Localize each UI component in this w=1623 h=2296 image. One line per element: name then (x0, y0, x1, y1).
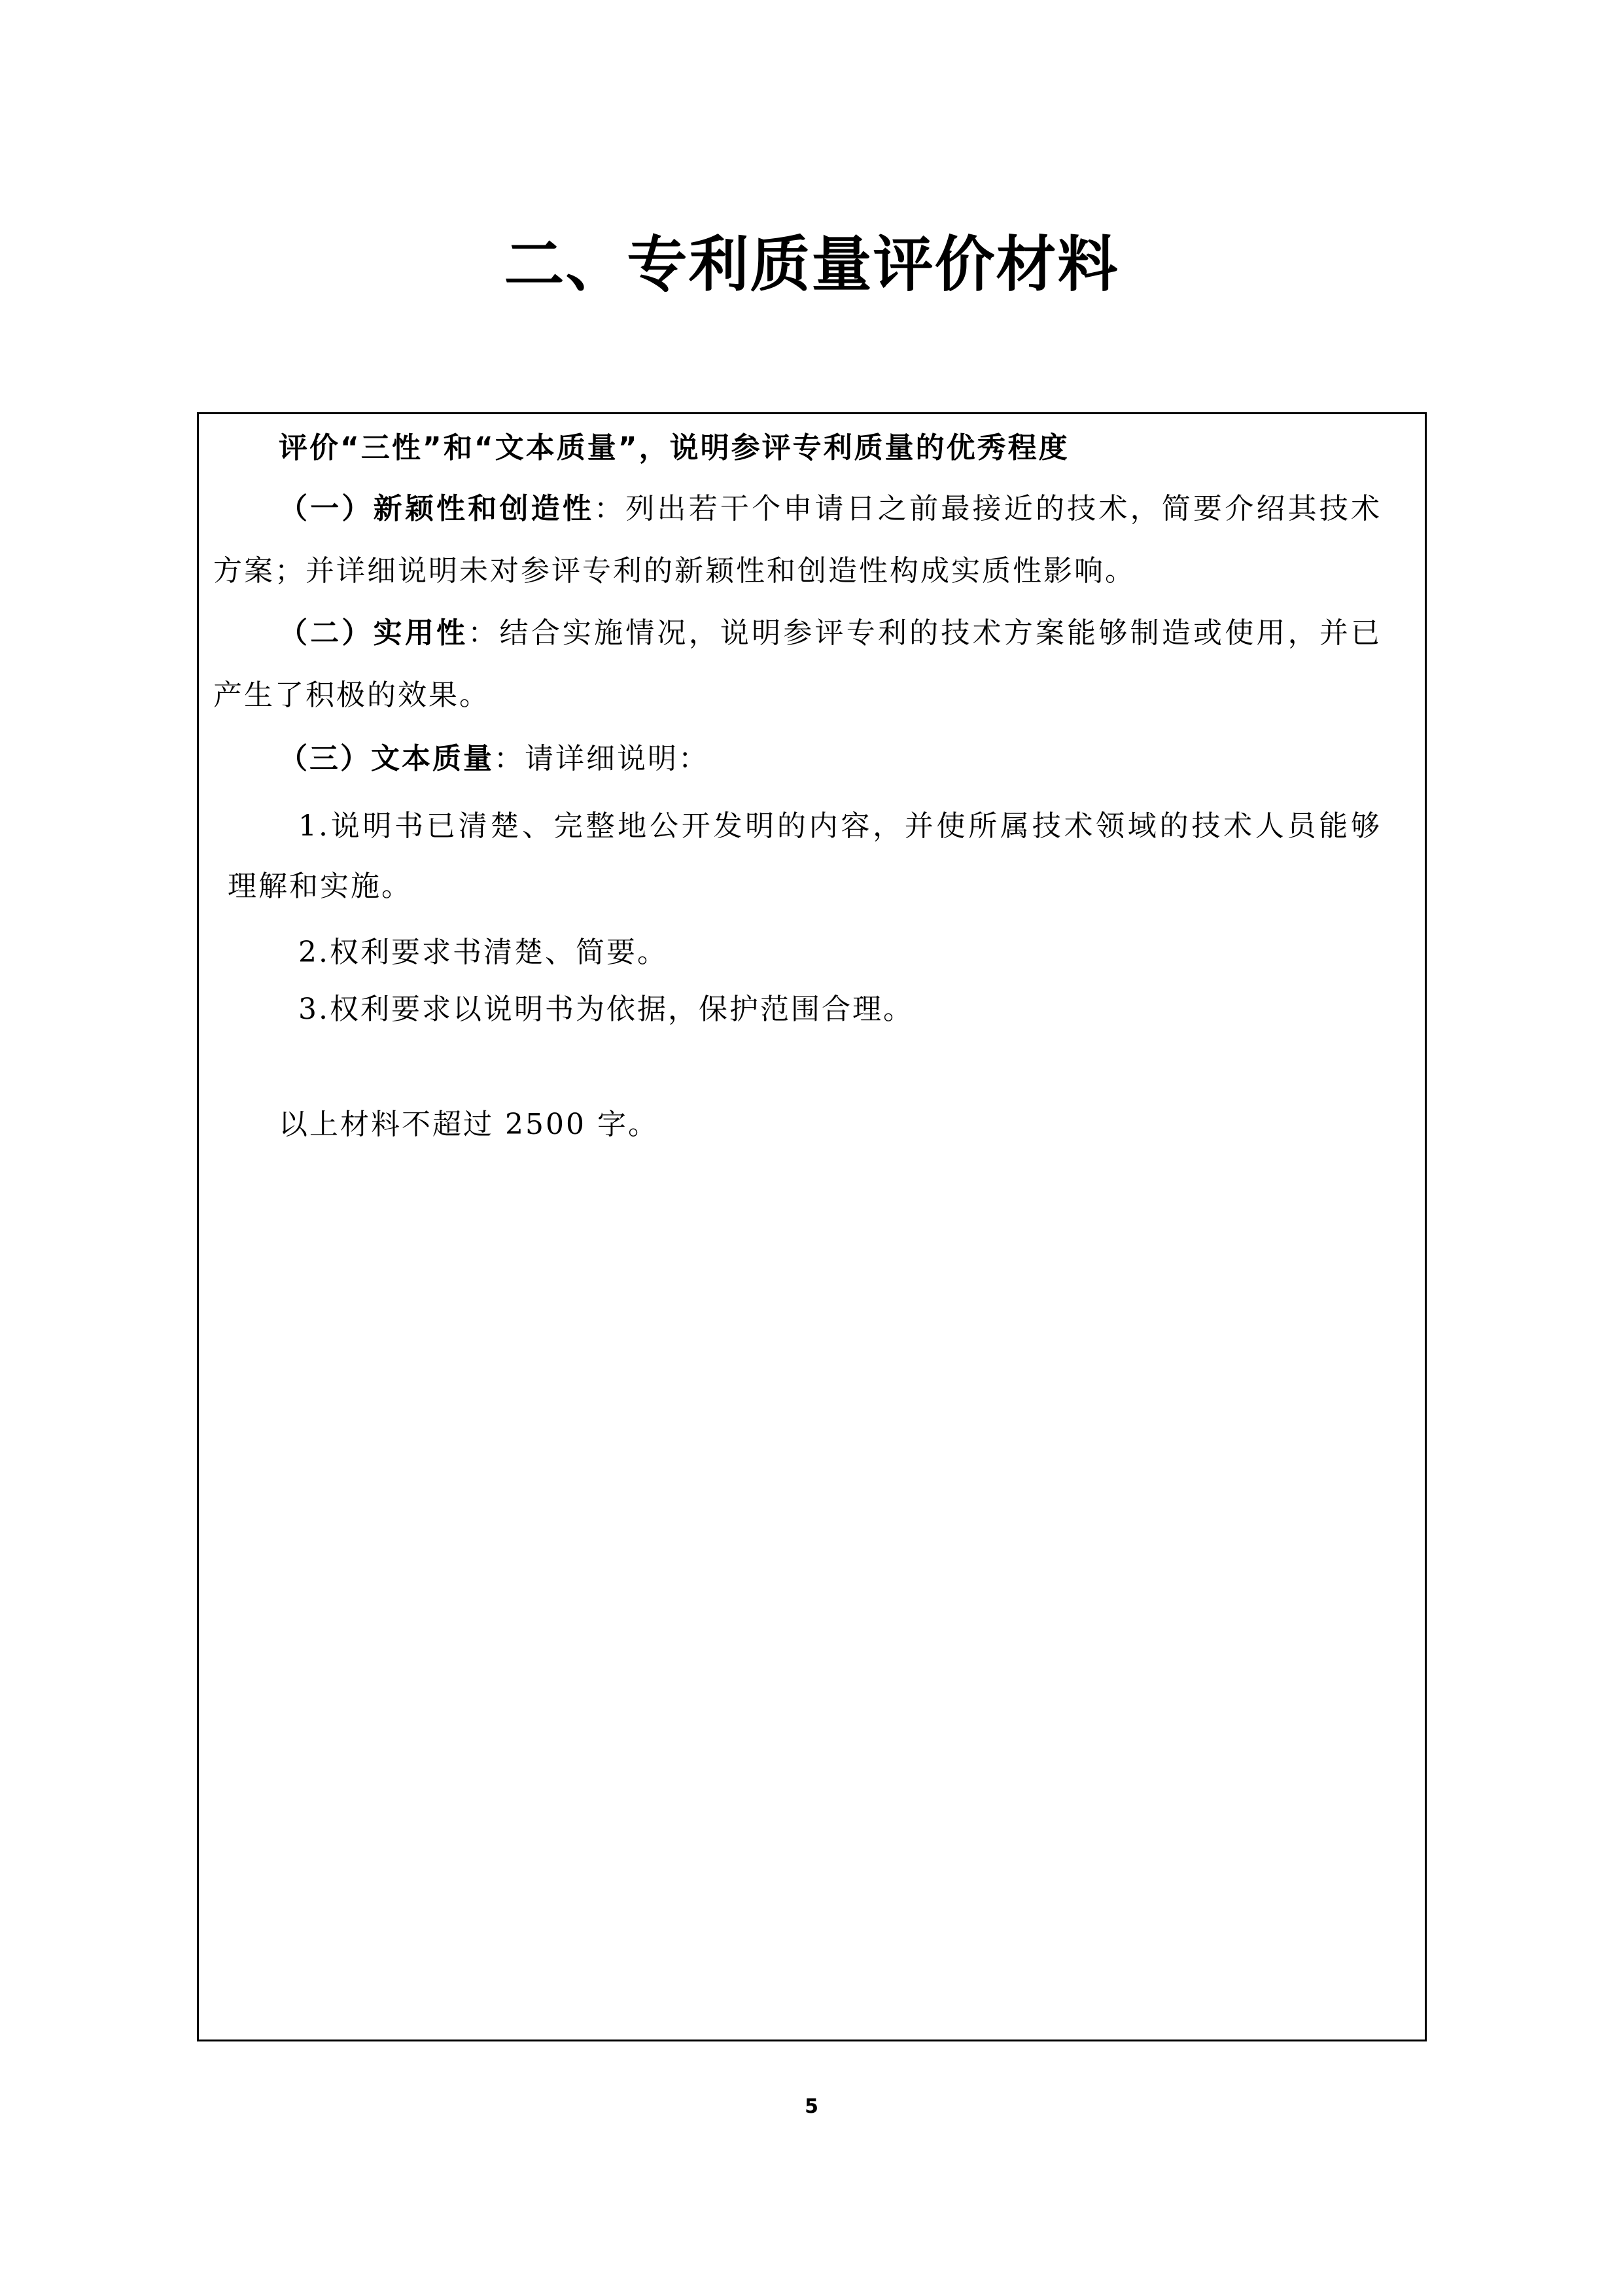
section-utility-label: （二）实用性 (279, 616, 468, 650)
section-novelty-text-1: 列出若干个申请日之前最接近的技术，简要介绍其技术 (625, 492, 1382, 525)
item-2: 2.权利要求书清楚、简要。 (298, 936, 668, 969)
section-novelty-sep: ： (594, 492, 626, 525)
section-utility-text-1: 结合实施情况，说明参评专利的技术方案能够制造或使用，并已 (499, 616, 1382, 650)
item-1-line2: 理解和实施。 (228, 870, 412, 903)
item-3: 3.权利要求以说明书为依据，保护范围合理。 (298, 993, 914, 1026)
form-heading: 评价“三性”和“文本质量”，说明参评专利质量的优秀程度 (279, 431, 1070, 465)
section-text-quality-label: （三）文本质量 (279, 742, 494, 775)
evaluation-form-box (197, 412, 1427, 2041)
section-text-quality-line (279, 739, 709, 779)
length-limit-note: 以上材料不超过 2500 字。 (279, 1108, 659, 1141)
section-utility-text-2: 产生了积极的效果。 (213, 679, 490, 712)
section-utility-line1 (279, 614, 1382, 653)
item-1-line1: 1.说明书已清楚、完整地公开发明的内容，并使所属技术领域的技术人员能够 (298, 809, 1382, 843)
section-text-quality-sep: ： (494, 742, 525, 775)
page-title: 二、专利质量评价材料 (504, 230, 1119, 300)
section-utility-sep: ： (468, 616, 500, 650)
page-number: 5 (805, 2095, 818, 2118)
section-novelty-text-2: 方案；并详细说明未对参评专利的新颖性和创造性构成实质性影响。 (213, 554, 1136, 588)
section-text-quality-text: 请详细说明： (525, 742, 709, 775)
section-novelty-line1 (279, 489, 1382, 529)
section-novelty-label: （一）新颖性和创造性 (279, 492, 595, 525)
